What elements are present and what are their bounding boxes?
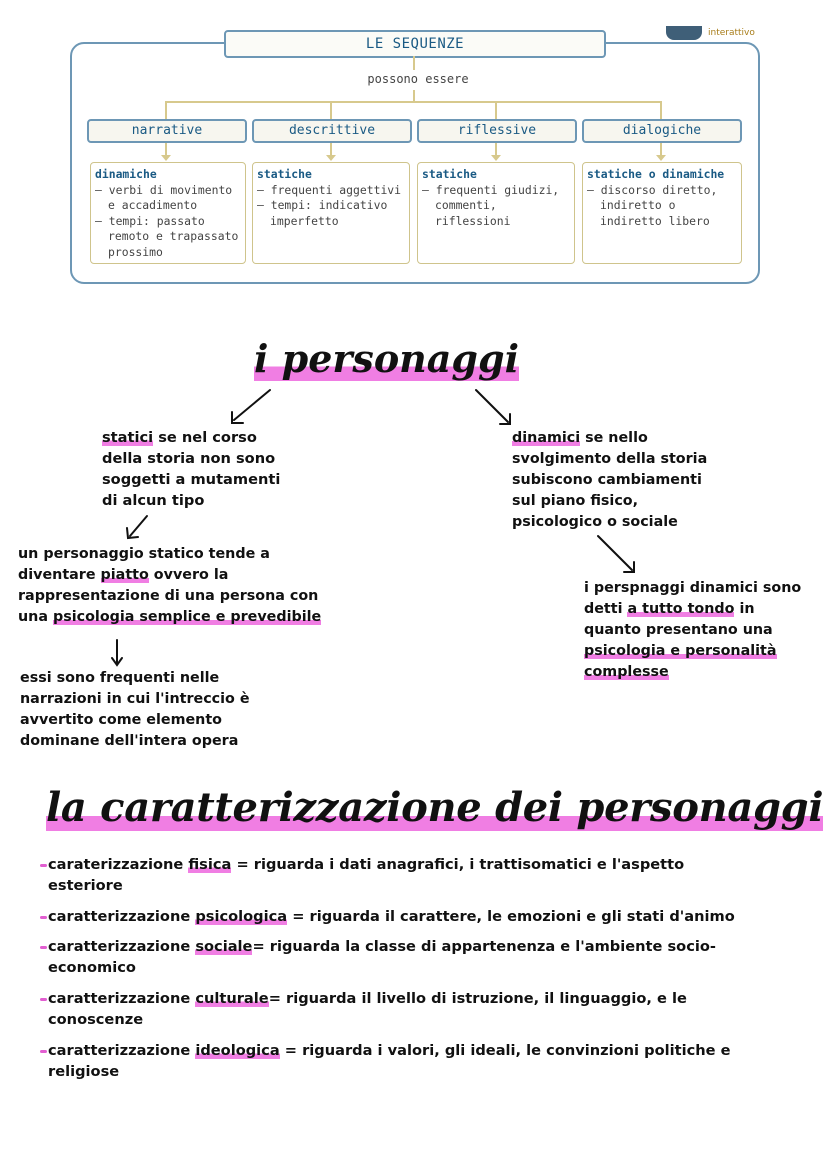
statici-line: della storia non sono [102,450,276,467]
tutto-tondo-term: a tutto tondo [627,601,735,617]
cell-item: – frequenti giudizi, commenti, riflessioni [422,182,560,228]
piatto-line: ovvero la [148,567,229,583]
frequenti-line: dominane dell'intera opera [20,733,239,749]
cell-item: – discorso diretto, indiretto o indiretto libero [587,182,718,228]
item-continuation: economico [48,959,136,976]
arrow-to-statici [234,390,270,420]
statici-term: statici [102,429,154,446]
tondo-line: in [734,601,755,617]
item-term: culturale [195,990,269,1007]
piatto-line: un personaggio statico tende a [18,546,270,562]
bullet-dash-icon [40,1050,47,1053]
piatto-line: rappresentazione di una persona con [18,588,319,604]
item-prefix: caratterizzazione [48,938,196,955]
diagram-title: LE SEQUENZE [224,30,606,58]
diagram-subtitle: possono essere [367,72,469,86]
item-continuation: esteriore [48,877,123,894]
bullet-dash-icon [40,946,47,949]
item-prefix: caratterizzazione [48,990,196,1007]
dinamici-note [512,428,707,533]
item-term: sociale [195,938,253,955]
item-continuation: religiose [48,1063,120,1080]
arrow-to-tondo [598,536,632,570]
item-prefix: caraterizzazione [48,856,189,873]
cell-head: dinamiche [95,167,157,181]
tondo-line: i perspnaggi dinamici sono [584,580,802,596]
statici-line: di alcun tipo [102,492,205,509]
category-descrittive: descrittive [252,119,412,143]
caratterizzazione-item [40,906,735,927]
personaggi-heading [254,336,519,381]
frequenti-line: essi sono frequenti nelle [20,670,220,686]
item-prefix: caratterizzazione [48,908,196,925]
caratterizzazione-item [40,988,687,1030]
psicologia-semplice-term: psicologia semplice e prevedibile [52,609,322,625]
interactive-badge: interattivo [708,28,755,38]
piatto-term: piatto [100,567,149,583]
bullet-dash-icon [40,916,47,919]
statici-line: se nel corso [153,429,257,446]
tondo-note [584,578,801,683]
cell-item: – tempi: indicativo imperfetto [257,198,388,228]
item-prefix: caratterizzazione [48,1042,196,1059]
category-narrative: narrative [87,119,247,143]
item-text: = riguarda i dati anagrafici, i trattisomatici e l'aspetto [231,856,685,873]
item-term: fisica [188,856,232,873]
personaggi-heading-text: i personaggi [254,336,519,381]
cell-item: – verbi di movimento e accadimento [95,182,233,212]
tondo-line: detti [584,601,628,617]
cell-head: statiche [257,167,312,181]
item-text: = riguarda i valori, gli ideali, le convinzioni politiche e [279,1042,731,1059]
caratterizzazione-heading [46,784,823,831]
dinamici-line: subiscono cambiamenti [512,472,702,488]
arrow-to-piatto [130,516,147,536]
statici-note [102,427,280,511]
cell-item: – frequenti aggettivi [257,182,402,197]
psicologia-complessa-term: psicologia e personalità [584,643,777,659]
piatto-line: una [18,609,53,625]
cell-head: statiche o dinamiche [587,167,725,181]
bullet-dash-icon [40,998,47,1001]
caratterizzazione-item [40,854,684,896]
item-term: psicologica [195,908,288,925]
complesse-term: complesse [584,664,669,680]
dinamici-line: svolgimento della storia [512,451,708,467]
frequenti-note [20,668,250,752]
category-riflessive: riflessive [417,119,577,143]
item-term: ideologica [195,1042,280,1059]
frequenti-line: narrazioni in cui l'intreccio è [20,691,250,707]
caratterizzazione-item [40,1040,731,1082]
caratterizzazione-item [40,936,716,978]
piatto-note [18,544,321,628]
dinamici-term: dinamici [512,430,581,446]
cell-item: – tempi: passato remoto e trapassato prossimo [95,213,239,259]
item-text: = riguarda la classe di appartenenza e l'ambiente socio- [252,938,716,955]
category-dialogiche: dialogiche [582,119,742,143]
frequenti-line: avvertito come elemento [20,712,222,728]
dinamici-line: sul piano fisico, [512,493,639,509]
item-text: = riguarda il carattere, le emozioni e gli stati d'animo [287,908,735,925]
dinamici-line: se nello [580,430,648,446]
caratterizzazione-heading-text: la caratterizzazione dei personaggi [46,784,824,831]
item-text: = riguarda il livello di istruzione, il linguaggio, e le [268,990,687,1007]
arrow-to-dinamici [476,390,508,422]
bullet-dash-icon [40,864,47,867]
cell-head: statiche [422,167,477,181]
item-continuation: conoscenze [48,1011,144,1028]
dinamici-line: psicologico o sociale [512,514,678,530]
piatto-line: diventare [18,567,101,583]
tondo-line: quanto presentano una [584,622,773,638]
statici-line: soggetti a mutamenti [102,471,281,488]
